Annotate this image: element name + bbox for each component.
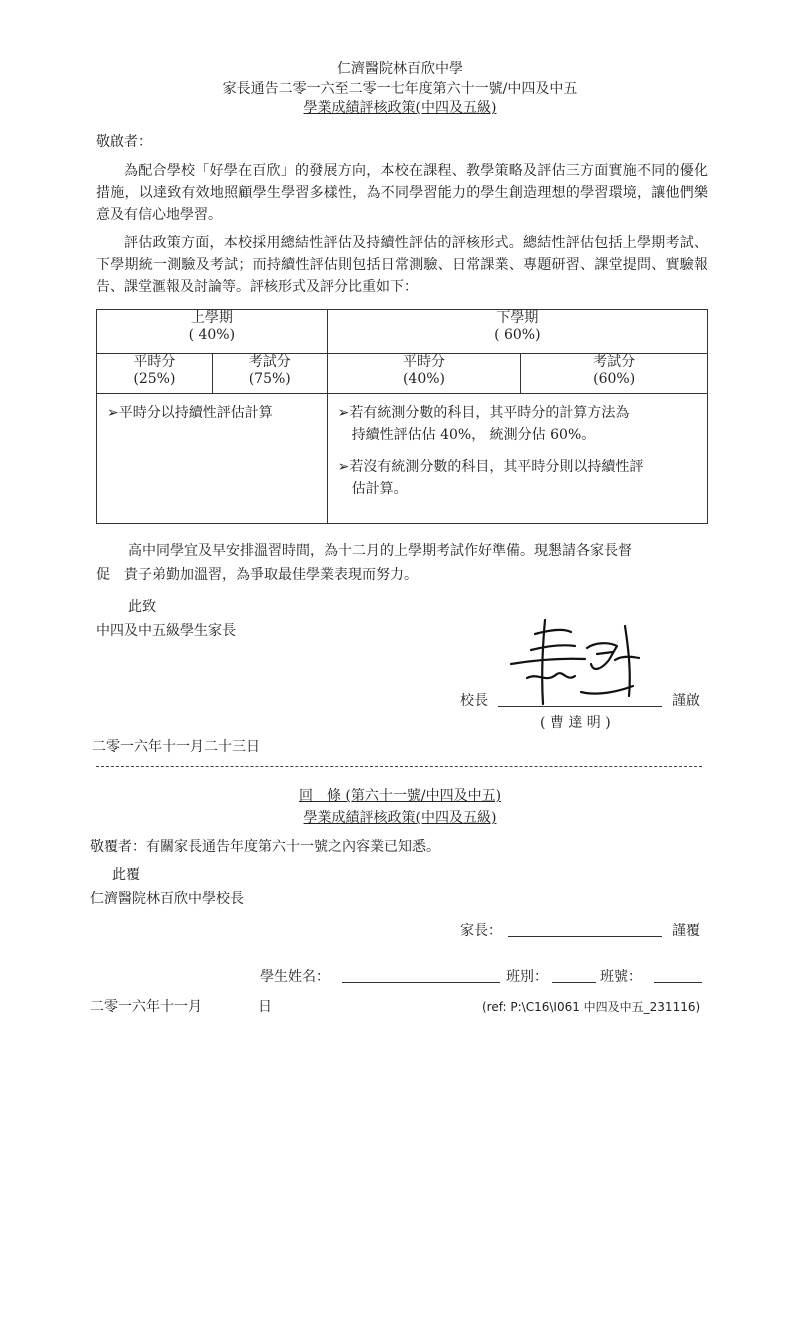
notice-subject-text: 學業成績評核政策(中四及五級) — [303, 100, 497, 116]
term1-class-score-header — [97, 354, 213, 394]
bullet-arrow-icon: ➢ — [337, 459, 350, 475]
number-field[interactable] — [654, 968, 702, 983]
term1-exam-score-header — [212, 354, 327, 394]
reference-code: (ref: P:\C16\I061 中四及中五_231116) — [482, 1000, 701, 1014]
tear-off-divider — [96, 766, 702, 767]
signature-line — [498, 692, 662, 707]
term1-class-score-name: 平時分 — [133, 354, 176, 370]
term2-exam-score-weight: (60%) — [593, 371, 636, 387]
notice-subject — [0, 97, 800, 117]
student-name-label: 學生姓名： — [260, 969, 330, 985]
term2-note-1-line-b: 持續性評估佔 40%， 統測分佔 60%。 — [351, 427, 596, 443]
reply-acknowledgement: 敬覆者：有關家長通告年度第六十一號之內容業已知悉。 — [90, 839, 440, 855]
parent-respect: 謹覆 — [672, 923, 700, 939]
term1-class-score-weight: (25%) — [133, 371, 176, 387]
term2-name: 下學期 — [496, 310, 539, 326]
reply-yours: 此覆 — [112, 867, 140, 883]
term1-header — [97, 310, 328, 354]
term2-note-1-line-a: 若有統測分數的科目，其平時分的計算方法為 — [349, 405, 630, 421]
reply-subject — [0, 807, 800, 827]
bullet-arrow-icon: ➢ — [107, 405, 119, 421]
term1-exam-score-name: 考試分 — [248, 354, 291, 370]
class-field[interactable] — [552, 968, 596, 983]
principal-name: ( 曹 達 明 ) — [540, 715, 611, 731]
term1-weight: ( 40%) — [188, 327, 236, 343]
closing-line-1: 高中同學宜及早安排溫習時間，為十二月的上學期考試作好準備。現懇請各家長督 — [128, 543, 632, 559]
school-name: 仁濟醫院林百欣中學 — [337, 61, 463, 77]
term1-exam-score-weight: (75%) — [248, 371, 291, 387]
reply-heading-text: 回 條 (第六十一號/中四及中五) — [298, 788, 502, 804]
reply-addressee: 仁濟醫院林百欣中學校長 — [90, 891, 244, 907]
class-label: 班別： — [506, 969, 548, 985]
term2-note-1 — [338, 402, 701, 446]
term2-note-cell — [327, 394, 707, 524]
reply-heading — [0, 785, 800, 805]
notice-number: 家長通告二零一六至二零一七年度第六十一號/中四及中五 — [222, 81, 578, 97]
term1-note-text: 平時分以持續性評估計算 — [118, 405, 273, 421]
closing-line-2: 促 貴子弟勤加溫習，為爭取最佳學業表現而努力。 — [96, 567, 418, 583]
salutation: 敬啟者： — [96, 134, 152, 150]
parent-signature-field[interactable] — [508, 922, 662, 937]
term2-weight: ( 60%) — [494, 327, 541, 343]
term2-note-2-line-b: 估計算。 — [351, 481, 408, 497]
term2-note-2-line-a: 若沒有統測分數的科目，其平時分則以持續性評 — [349, 459, 644, 475]
principal-respect: 謹啟 — [672, 693, 700, 709]
reply-date-day: 日 — [258, 999, 272, 1015]
term1-note-cell — [97, 394, 328, 524]
yours-faithfully: 此致 — [128, 599, 156, 615]
principal-title: 校長 — [460, 693, 488, 709]
bullet-arrow-icon: ➢ — [337, 405, 350, 421]
term2-exam-score-name: 考試分 — [593, 354, 636, 370]
term2-class-score-name: 平時分 — [402, 354, 445, 370]
term2-exam-score-header — [521, 354, 708, 394]
paragraph-assessment: 評估政策方面，本校採用總結性評估及持續性評估的評核形式。總結性評估包括上學期考試、下學期統一測驗及考試；而持續性評估則包括日常測驗、日常課業、專題研習、課堂提問、實驗報告、課堂滙報及討論等。評核形式及評分比重如下： — [96, 235, 708, 295]
notice-date: 二零一六年十一月二十三日 — [92, 739, 260, 755]
assessment-weight-table — [96, 309, 708, 524]
term1-name: 上學期 — [190, 310, 233, 326]
term2-class-score-weight: (40%) — [402, 371, 445, 387]
recipient: 中四及中五級學生家長 — [96, 623, 236, 639]
number-label: 班號： — [600, 969, 642, 985]
term1-note — [107, 402, 321, 424]
reply-subject-text: 學業成績評核政策(中四及五級) — [303, 810, 497, 826]
student-name-field[interactable] — [342, 968, 500, 983]
reply-date-prefix: 二零一六年十一月 — [90, 999, 202, 1015]
parent-label: 家長： — [460, 923, 502, 939]
paragraph-intro: 為配合學校「好學在百欣」的發展方向，本校在課程、教學策略及評估三方面實施不同的優化措施，以達致有效地照顧學生學習多樣性，為不同學習能力的學生創造理想的學習環境，讓他們樂意及有信心地學習。 — [96, 163, 708, 223]
term2-note-2 — [338, 456, 701, 500]
term2-header — [327, 310, 707, 354]
term2-class-score-header — [327, 354, 521, 394]
